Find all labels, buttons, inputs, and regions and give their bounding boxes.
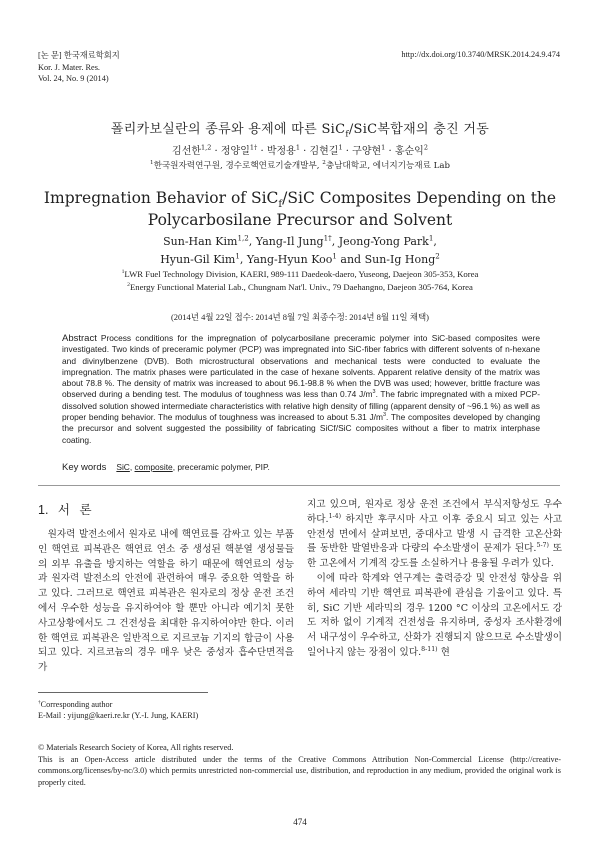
author-ko-sup: 1 xyxy=(338,143,343,152)
copyright-line: © Materials Research Society of Korea, All rights reserved. xyxy=(38,743,234,752)
author-en: , Yang-Il Jung xyxy=(248,235,324,248)
page-number: 474 xyxy=(293,817,307,827)
author-ko: · 박정용 xyxy=(257,146,296,157)
author-ko-sup: 2 xyxy=(423,143,428,152)
footnote-email: E-Mail : yijung@kaeri.re.kr (Y.-I. Jung, KAERI) xyxy=(38,711,199,720)
abstract-label: Abstract xyxy=(62,333,97,344)
abstract-text: . The composites developed by changing the precursor and solvent suggested the possibility of fabricating SiCf/SiC composites without a fiber to matrix interphase coating. xyxy=(62,412,541,445)
english-title-subscript: f xyxy=(278,199,283,211)
keywords-label: Key words xyxy=(62,462,107,473)
english-affiliations xyxy=(0,268,600,294)
korean-affiliations xyxy=(0,159,600,171)
author-ko: · 정양일 xyxy=(211,146,250,157)
journal-abbreviation: Kor. J. Mater. Res. xyxy=(38,62,100,72)
body-right-column xyxy=(307,498,562,661)
korean-title-subscript: f xyxy=(345,128,349,139)
paragraph xyxy=(307,498,562,572)
affil-sup: 2 xyxy=(127,282,130,289)
journal-volume: Vol. 24, No. 9 (2014) xyxy=(38,74,109,83)
paragraph-text: 하지만 후쿠시마 사고 이후 중요시 되고 있는 사고 안전성 면에서 살펴보면, 중대사고 발생 시 급격한 고온산화를 동반한 발열반응과 다량의 수소발생이 문제가 된다. xyxy=(307,513,562,555)
keyword-link[interactable]: SiC xyxy=(116,462,130,472)
keywords xyxy=(62,462,540,473)
author-en-sup: 1,2 xyxy=(237,233,249,243)
korean-title xyxy=(0,118,600,137)
affil-ko-2: 충남대학교, 에너지기능재료 Lab xyxy=(325,161,450,171)
author-ko: · 구양현 xyxy=(342,146,382,157)
affil-sup: 1 xyxy=(121,269,125,276)
author-en: Sun-Han Kim xyxy=(163,235,238,248)
english-authors xyxy=(0,233,600,269)
abstract-text: Process conditions for the impregnation of polycarbosilane preceramic polymer into SiC-based composites were investigated. Two kinds of preceramic polymer (PCP) was impregnated into SiC-fiber fabrics with different solvents of n-hexane and divinylbenzene (DVB). Both microstructural observations and mechanical tests were conducted to evaluate the impregnation. The matrix phases were particulated in the case of hexane solvents. Apparent relative density of the matrix was about 78.8 %. The density of matrix was increased to about 96.1-98.8 % when the DVB was used; however, brittle fracture was observed during a bending test. The modulus of toughness was less than 0.74 J/m xyxy=(62,333,540,400)
footnote xyxy=(38,699,198,721)
english-title-part2: /SiC Composites Depending on the xyxy=(282,189,557,207)
keyword-link[interactable]: composite xyxy=(134,462,173,472)
footnote-mark: † xyxy=(38,699,41,706)
author-en: and Sun-Ig Hong xyxy=(336,253,436,266)
author-ko: 김선한 xyxy=(172,146,202,157)
paragraph-text: 이에 따라 학계와 연구계는 출력증강 및 안전성 향상을 위하여 세라믹 기반 핵연료 피복관에 관심을 기울이고 있다. 특히, SiC 기반 세라믹의 경우 1200 °C 이상의 고온에서도 강도 저하 없이 기계적 건전성을 유지하며, 중성자 조사환경에서 내구성이 우수하고, 산화가 진행되지 않으므로 수소발생이 일어나지 않는 장점이 있다. xyxy=(307,572,562,658)
author-ko: · 홍순익 xyxy=(385,146,424,157)
paragraph: 원자력 발전소에서 원자로 내에 핵연료를 감싸고 있는 부품인 핵연료 피복관은 핵연료 연소 중 생성된 핵분열 생성물들의 외부 유출을 방지하는 역할을 하기 때문에 핵연료의 성능과 원자력 발전소의 안전에 관련하여 매우 중요한 역할을 하고 있다. 그러므로 핵연료 피복관은 원자로의 정상 운전 조건에서 우수한 성능을 유지하여야 할 뿐만 아니라 예기치 못한 사고상황에서도 그 건전성을 최대한 유지하여야만 한다. 이러한 핵연료 피복관은 일반적으로 지르코늄 기지의 합금이 사용되고 있다. 지르코늄의 경우 매우 낮은 중성자 흡수단면적을 가 xyxy=(38,529,294,674)
affil-en-2: Energy Functional Material Lab., Chungnam Nat'l. Univ., 79 Daehangno, Daejeon 305-764, Korea xyxy=(129,282,473,292)
author-en-sup: 1† xyxy=(323,233,332,243)
affil-ko-1: 한국원자력연구원, 경수로핵연료기술개발부, xyxy=(153,161,323,171)
english-title-line2: Polycarbosilane Precursor and Solvent xyxy=(147,211,453,229)
paragraph-text: 지고 있으며, 원자로 정상 운전 조건에서 부식저항성도 우수하다. xyxy=(307,499,562,525)
paragraph-text: 현 xyxy=(437,646,450,658)
author-en: , Yang-Hyun Koo xyxy=(239,253,333,266)
journal-header xyxy=(38,50,120,85)
paragraph xyxy=(307,572,562,661)
author-en-sup: 1 xyxy=(235,251,240,261)
citation-sup: 8-11) xyxy=(421,645,438,653)
korean-authors xyxy=(0,142,600,157)
author-en-sup: 1 xyxy=(428,233,434,243)
author-ko-sup: 1† xyxy=(249,143,258,152)
paragraph-text: 또한 고온에서 기계적 강도를 소실하거나 용융될 우려가 있다. xyxy=(307,543,562,570)
affil-en-1: LWR Fuel Technology Division, KAERI, 989-111 Daedeok-daero, Yuseong, Daejeon 305-353, Korea xyxy=(124,269,479,279)
author-en-comma: , xyxy=(433,235,437,248)
english-title xyxy=(0,187,600,231)
license-notice xyxy=(38,742,561,788)
affil-sup: 1 xyxy=(150,160,154,167)
keyword-sep: , xyxy=(129,462,135,472)
keyword-rest: , preceramic polymer, PIP. xyxy=(172,462,270,472)
section-divider xyxy=(38,485,560,486)
citation-sup: 1-4) xyxy=(328,512,342,520)
submission-dates: (2014년 4월 22일 접수: 2014년 8월 7일 최종수정: 2014년 8월 11일 채택) xyxy=(170,312,430,322)
footnote-line: Corresponding author xyxy=(40,700,113,709)
affil-sup: 2 xyxy=(322,160,326,167)
abstract xyxy=(62,333,540,446)
license-text: This is an Open-Access article distributed under the terms of the Creative Commons Attribution Non-Commercial License (http://creative-commons.org/licenses/by-nc/3.0) which permits unrestricted non-commercial use, distribution, and reproduction in any medium, provided the original work is properly cited. xyxy=(38,754,561,787)
doi-link[interactable]: http://dx.doi.org/10.3740/MRSK.2014.24.9.474 xyxy=(401,50,560,59)
journal-name-ko: [논 문] 한국재료학회지 xyxy=(38,51,120,60)
abstract-sup: 3 xyxy=(382,412,387,419)
author-ko-sup: 1 xyxy=(295,143,300,152)
footnote-rule xyxy=(38,692,208,693)
author-en-sup: 2 xyxy=(435,251,440,261)
author-ko-sup: 1 xyxy=(381,143,386,152)
section-title: 1. 서 론 xyxy=(38,503,92,517)
author-en-sup: 1 xyxy=(332,251,337,261)
korean-title-part2: /SiC복합재의 충진 거동 xyxy=(348,122,490,137)
body-left-column xyxy=(38,528,294,676)
author-en: , Jeong-Yong Park xyxy=(331,235,429,248)
korean-title-part1: 폴리카보실란의 종류와 용제에 따른 SiC xyxy=(110,122,346,137)
author-ko: · 김현길 xyxy=(299,146,339,157)
author-ko-sup: 1,2 xyxy=(201,143,212,152)
abstract-sup: 3 xyxy=(372,389,376,396)
english-title-part1: Impregnation Behavior of SiC xyxy=(43,189,279,207)
abstract-text: . The fabric impregnated with a mixed PCP-dissolved solution showed intermediate characteristics with relative high density of filling (apparent density of ~96.1 %) as well as proper bending behavior. The modulus of toughness was increased to about 5.31 J/m xyxy=(62,389,540,423)
citation-sup: 5-7) xyxy=(536,542,549,550)
author-en: Hyun-Gil Kim xyxy=(160,253,236,266)
